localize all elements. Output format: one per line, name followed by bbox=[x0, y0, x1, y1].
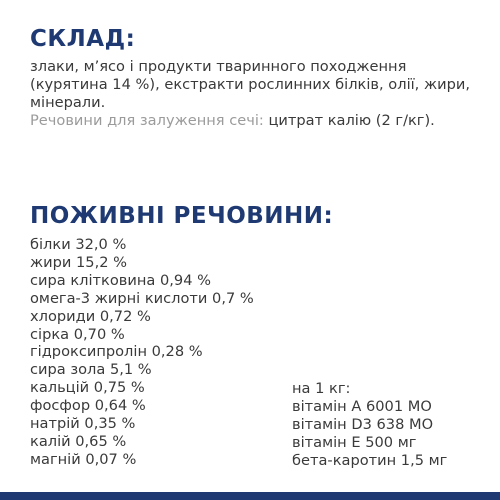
nutrient-item: сира клітковина 0,94 % bbox=[30, 271, 212, 289]
vitamin-item: вітамін Е 500 мг bbox=[292, 433, 417, 451]
per-kg-section bbox=[292, 380, 447, 470]
vitamins-list bbox=[292, 398, 447, 470]
vitamin-item: вітамін D3 638 МО bbox=[292, 415, 434, 433]
nutrient-item: гідроксипролін 0,28 % bbox=[30, 343, 203, 361]
ingredients-text: злаки, м’ясо і продукти тваринного походження (курятина 14 %), екстракти рослинних білків, олії, жири, мінерали. bbox=[30, 58, 470, 111]
composition-section bbox=[30, 58, 480, 130]
nutrient-item: омега-3 жирні кислоти 0,7 % bbox=[30, 289, 254, 307]
urine-alkalizers-value: цитрат калію (2 г/кг). bbox=[268, 112, 435, 129]
per-kg-label: на 1 кг: bbox=[292, 380, 351, 397]
nutrient-item: кальцій 0,75 % bbox=[30, 379, 145, 397]
urine-alkalizers-label: Речовини для залуження сечі: bbox=[30, 112, 264, 129]
nutrient-item: магній 0,07 % bbox=[30, 450, 137, 468]
nutrient-item: хлориди 0,72 % bbox=[30, 307, 151, 325]
nutrient-item: фосфор 0,64 % bbox=[30, 397, 146, 415]
bottom-accent-bar bbox=[0, 492, 500, 500]
nutrient-item: білки 32,0 % bbox=[30, 236, 127, 253]
vitamin-item: бета-каротин 1,5 мг bbox=[292, 451, 448, 469]
composition-heading: СКЛАД: bbox=[30, 26, 136, 52]
nutrient-item: сира зола 5,1 % bbox=[30, 361, 152, 379]
nutrient-item: жири 15,2 % bbox=[30, 253, 128, 271]
nutrient-item: калій 0,65 % bbox=[30, 432, 127, 450]
nutrient-item: натрій 0,35 % bbox=[30, 415, 136, 433]
nutrient-item: сірка 0,70 % bbox=[30, 325, 125, 343]
nutrients-list bbox=[30, 236, 254, 469]
nutrients-heading: ПОЖИВНІ РЕЧОВИНИ: bbox=[30, 203, 334, 229]
urine-alkalizers-line bbox=[30, 112, 480, 130]
vitamin-item: вітамін А 6001 МО bbox=[292, 397, 432, 415]
